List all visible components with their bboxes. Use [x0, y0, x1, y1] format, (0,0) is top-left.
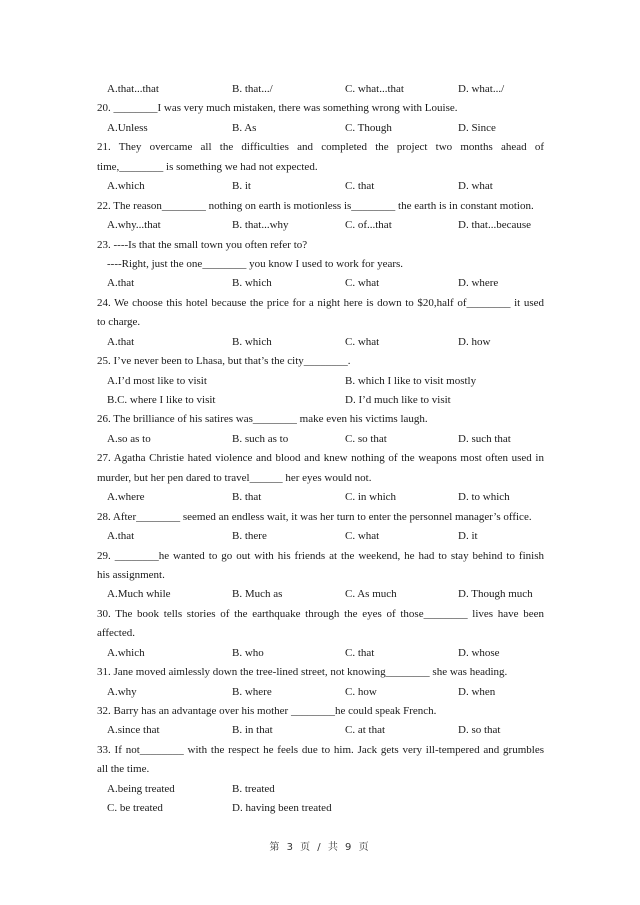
question-text: his assignment. — [97, 568, 165, 581]
answer-option: C. what — [345, 277, 380, 290]
answer-option: C. that — [345, 180, 375, 193]
answer-option: A.that...that — [107, 83, 159, 95]
answer-option: D. so that — [458, 724, 501, 737]
question-text: time,________ is something we had not expected. — [97, 160, 318, 173]
answer-option: D. where — [458, 277, 499, 290]
answer-option: D. Though much — [458, 588, 533, 601]
answer-option: B. which — [232, 335, 272, 348]
answer-option: A.that — [107, 530, 135, 543]
answer-options — [97, 527, 544, 546]
answer-option: B. such as to — [232, 432, 289, 445]
answer-option: C. how — [345, 685, 377, 698]
answer-option: C. of...that — [345, 219, 392, 232]
answer-option: C. that — [345, 646, 375, 659]
answer-option: A.why...that — [107, 219, 161, 232]
question-text: 28. After________ seemed an endless wait, it was her turn to enter the personnel manager’s office. — [97, 510, 532, 523]
answer-option: D. having been treated — [232, 802, 332, 815]
answer-option: C. in which — [345, 491, 397, 504]
answer-option: C. be treated — [107, 802, 163, 815]
answer-option: D. how — [458, 335, 491, 348]
question-text: affected. — [97, 627, 135, 640]
answer-option: B. who — [232, 646, 264, 659]
answer-option: A.Unless — [107, 121, 148, 134]
answer-option: B. which I like to visit mostly — [345, 374, 477, 387]
answer-option: B. it — [232, 180, 251, 193]
question-text: 24. We choose this hotel because the price for a night here is down to $20,half of________ it used — [97, 296, 544, 309]
answer-option: A.that — [107, 277, 135, 290]
answer-options — [97, 683, 544, 702]
answer-options — [97, 274, 544, 293]
question-text: 30. The book tells stories of the earthquake through the eyes of those________ lives have been — [97, 607, 544, 620]
answer-option: A.which — [107, 646, 145, 659]
answer-option: D. that...because — [458, 219, 531, 232]
answer-option: B. which — [232, 277, 272, 290]
answer-options — [97, 488, 544, 507]
answer-option: B. where — [232, 685, 272, 698]
question-text: all the time. — [97, 763, 150, 776]
question-text: ----Right, just the one________ you know I used to work for years. — [107, 257, 404, 270]
question-text: 23. ----Is that the small town you often refer to? — [97, 238, 308, 251]
answer-option: B. Much as — [232, 588, 283, 601]
answer-option: A.that — [107, 335, 135, 348]
answer-option: B. that.../ — [232, 83, 273, 95]
answer-options — [97, 430, 544, 449]
answer-option: C. what...that — [345, 83, 404, 95]
question-text: 27. Agatha Christie hated violence and blood and knew nothing of the weapons most often used in — [97, 452, 544, 465]
answer-options — [97, 585, 544, 604]
answer-option: B. treated — [232, 782, 275, 795]
answer-options — [97, 391, 544, 410]
answer-option: B. there — [232, 530, 267, 543]
answer-option: C. so that — [345, 432, 387, 445]
answer-options — [97, 119, 544, 138]
answer-options — [97, 216, 544, 235]
answer-option: D. such that — [458, 432, 511, 445]
answer-option: D. Since — [458, 121, 496, 134]
document-page — [97, 80, 544, 819]
answer-option: D. when — [458, 685, 496, 698]
answer-options — [97, 372, 544, 391]
answer-option: B. that...why — [232, 219, 289, 232]
page-footer: 第 3 页 / 共 9 页 — [269, 842, 371, 853]
answer-option: C. what — [345, 530, 380, 543]
answer-option: C. As much — [345, 588, 397, 601]
answer-option: B. As — [232, 121, 257, 134]
answer-options — [97, 333, 544, 352]
answer-option: C. at that — [345, 724, 386, 737]
answer-option: D. what — [458, 180, 493, 193]
question-text: 26. The brilliance of his satires was________ make even his victims laugh. — [97, 413, 428, 426]
answer-option: A.being treated — [107, 782, 175, 795]
answer-option: D. it — [458, 530, 478, 543]
question-text: 21. They overcame all the difficulties and completed the project two months ahead of — [97, 141, 544, 154]
answer-option: A.I’d most like to visit — [107, 374, 207, 387]
answer-option: A.why — [107, 685, 137, 698]
answer-option: B. in that — [232, 724, 273, 737]
question-text: 31. Jane moved aimlessly down the tree-lined street, not knowing________ she was heading. — [97, 666, 508, 679]
question-text: 32. Barry has an advantage over his mother ________he could speak French. — [97, 705, 437, 717]
answer-option: D. I’d much like to visit — [345, 394, 451, 406]
answer-option: A.which — [107, 180, 145, 193]
answer-option: C. what — [345, 335, 380, 348]
answer-option: A.Much while — [107, 588, 171, 601]
answer-options — [97, 780, 544, 799]
question-text: 20. ________I was very much mistaken, there was something wrong with Louise. — [97, 102, 458, 115]
answer-options — [97, 799, 544, 818]
answer-option: A.since that — [107, 724, 160, 737]
answer-option: B.C. where I like to visit — [107, 394, 216, 406]
answer-option: A.so as to — [107, 432, 151, 445]
answer-options — [97, 644, 544, 663]
question-text: 25. I’ve never been to Lhasa, but that’s the city________. — [97, 355, 351, 368]
answer-options — [97, 80, 544, 99]
answer-option: D. to which — [458, 491, 510, 504]
answer-options — [97, 721, 544, 740]
answer-options — [97, 177, 544, 196]
answer-option: D. whose — [458, 646, 500, 659]
answer-option: D. what.../ — [458, 83, 505, 95]
answer-option: B. that — [232, 491, 262, 504]
question-text: 33. If not________ with the respect he feels due to him. Jack gets very ill-tempered and grumbles — [97, 743, 544, 756]
question-text: 29. ________he wanted to go out with his friends at the weekend, he had to stay behind to finish — [97, 549, 544, 562]
question-text: 22. The reason________ nothing on earth is motionless is________ the earth is in constant motion. — [97, 199, 534, 212]
question-text: murder, but her pen dared to travel______ her eyes would not. — [97, 471, 372, 484]
answer-option: A.where — [107, 491, 145, 504]
answer-option: C. Though — [345, 121, 392, 134]
question-text: to charge. — [97, 316, 141, 329]
